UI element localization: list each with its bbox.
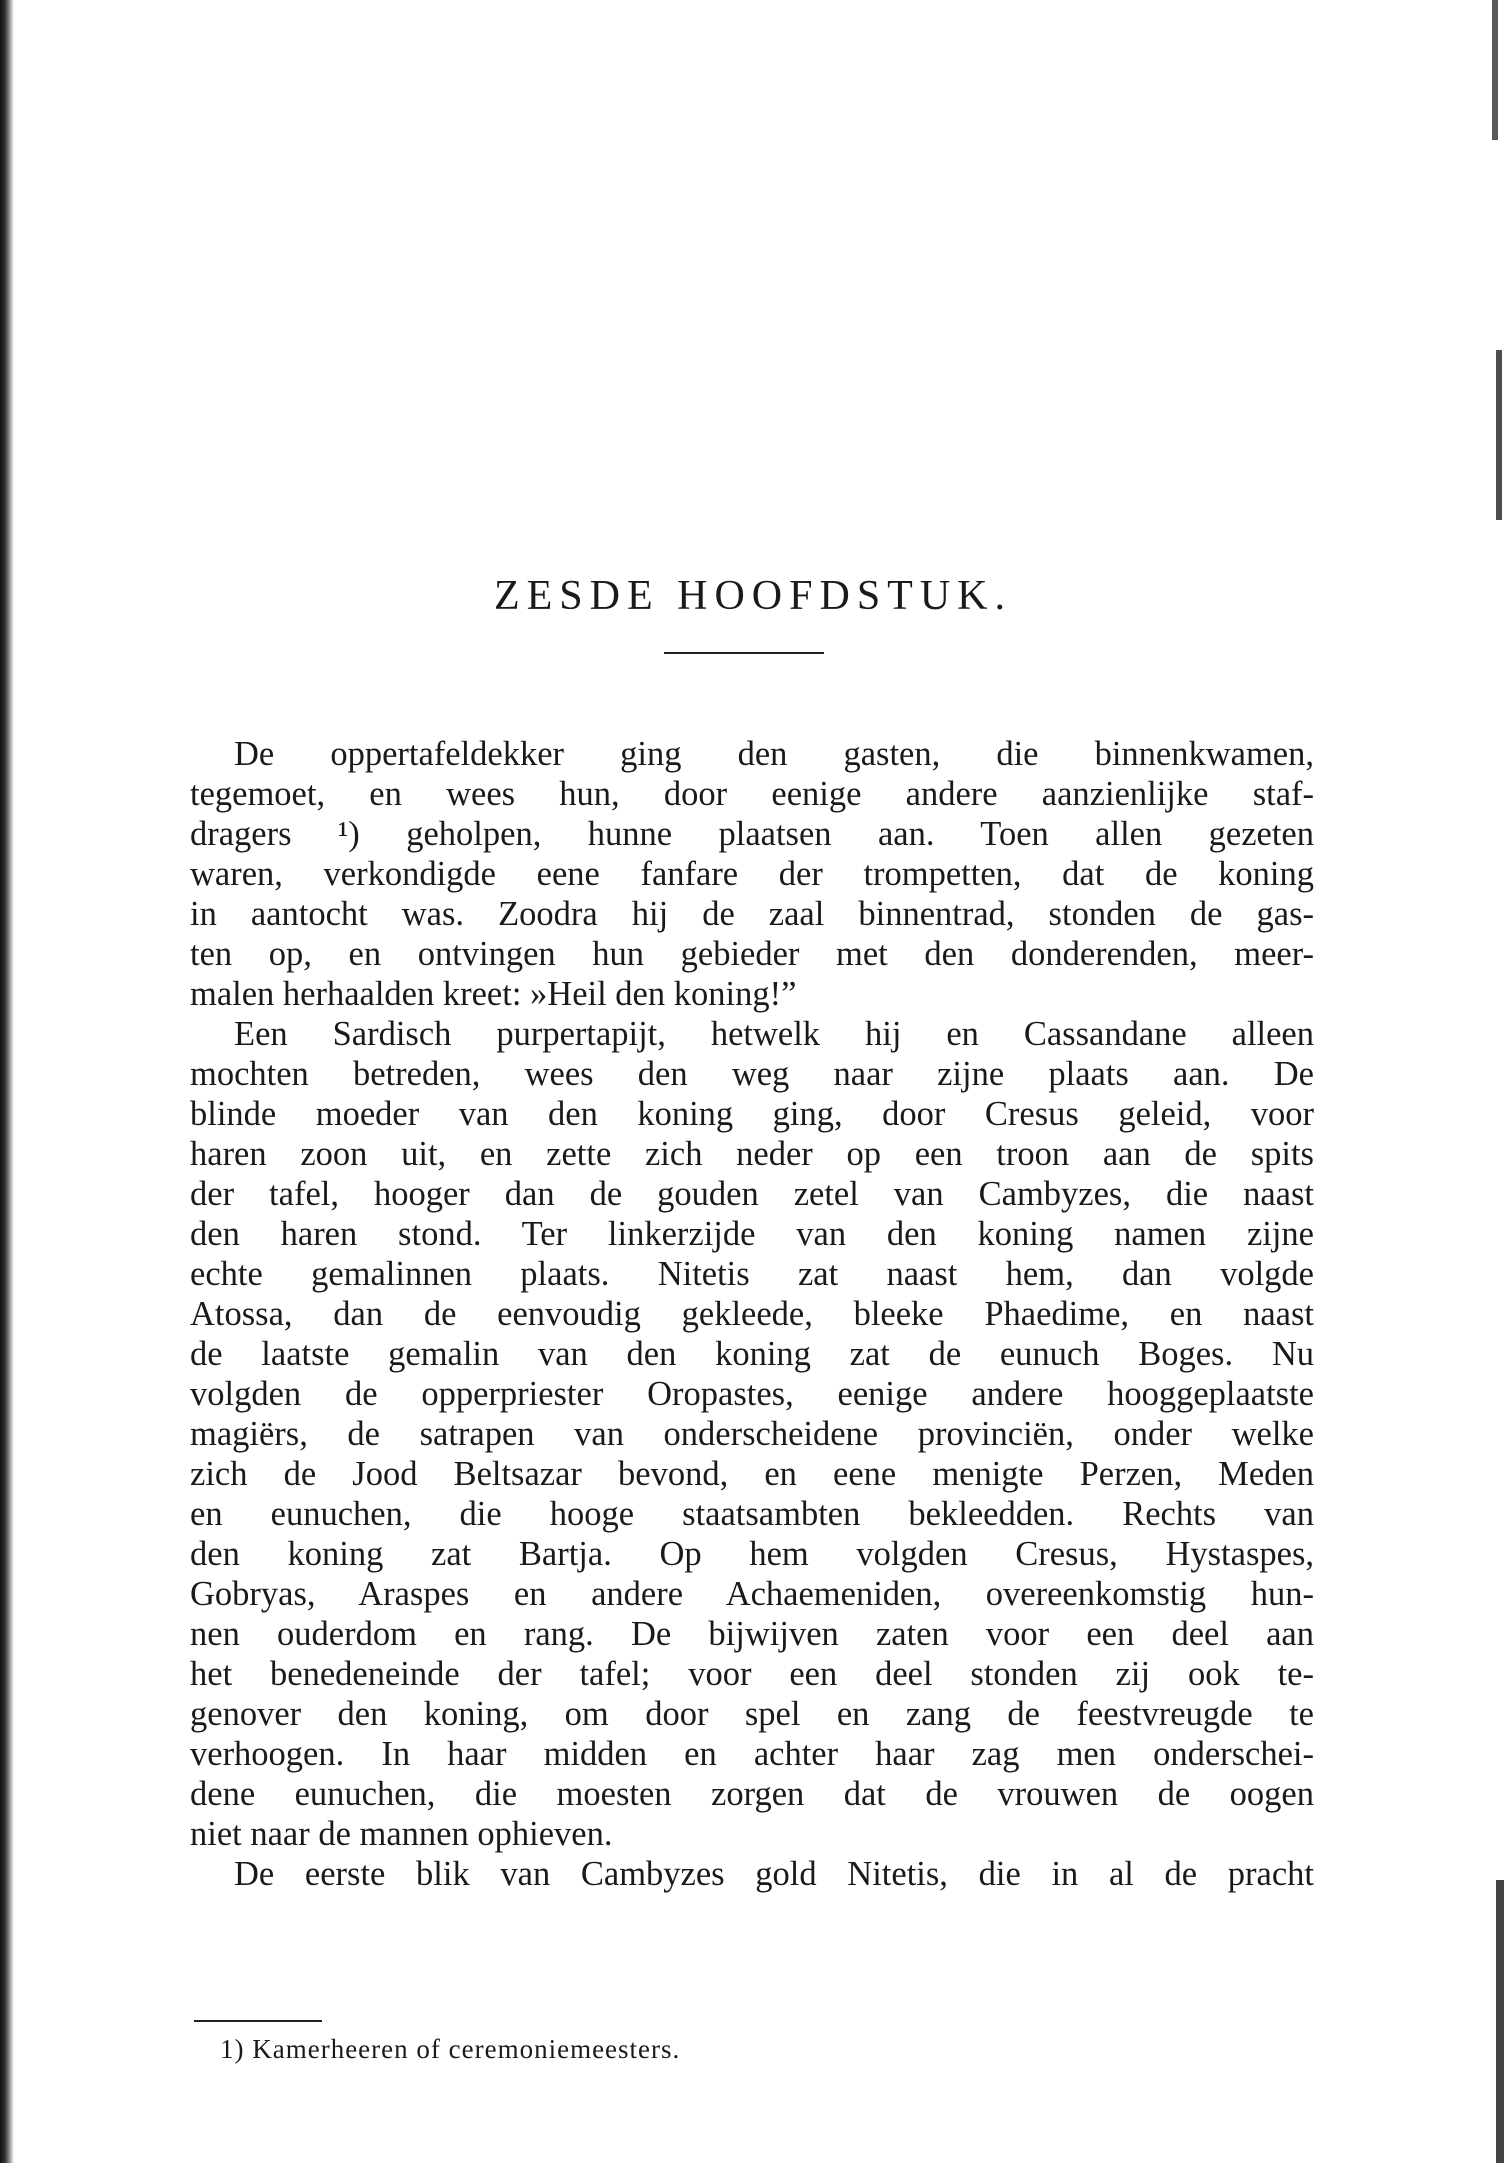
text-line: de laatste gemalin van den koning zat de eunuch Boges. Nu bbox=[190, 1335, 1314, 1373]
text-line: Een Sardisch purpertapijt, hetwelk hij en Cassandane alleen bbox=[234, 1015, 1314, 1053]
footnote-divider bbox=[194, 2020, 322, 2022]
text-line: nen ouderdom en rang. De bijwijven zaten voor een deel aan bbox=[190, 1615, 1314, 1653]
scan-edge-right bbox=[1496, 1880, 1504, 2163]
text-line: Atossa, dan de eenvoudig gekleede, bleeke Phaedime, en naast bbox=[190, 1295, 1314, 1333]
text-line: en eunuchen, die hooge staatsambten bekleedden. Rechts van bbox=[190, 1495, 1314, 1533]
title-divider bbox=[664, 652, 824, 654]
scan-edge-right bbox=[1492, 0, 1498, 140]
text-line: waren, verkondigde eene fanfare der trompetten, dat de koning bbox=[190, 855, 1314, 893]
text-line: in aantocht was. Zoodra hij de zaal binnentrad, stonden de gas- bbox=[190, 895, 1314, 933]
text-line: der tafel, hooger dan de gouden zetel van Cambyzes, die naast bbox=[190, 1175, 1314, 1213]
text-line: verhoogen. In haar midden en achter haar zag men onderschei- bbox=[190, 1735, 1314, 1773]
scan-edge-left bbox=[0, 0, 14, 2163]
text-line: echte gemalinnen plaats. Nitetis zat naast hem, dan volgde bbox=[190, 1255, 1314, 1293]
chapter-title: ZESDE HOOFDSTUK. bbox=[493, 573, 1012, 619]
text-line: tegemoet, en wees hun, door eenige andere aanzienlijke staf- bbox=[190, 775, 1314, 813]
text-line: mochten betreden, wees den weg naar zijne plaats aan. De bbox=[190, 1055, 1314, 1093]
scan-edge-right bbox=[1496, 350, 1502, 520]
text-line: magiërs, de satrapen van onderscheidene provinciën, onder welke bbox=[190, 1415, 1314, 1453]
text-line: ten op, en ontvingen hun gebieder met den donderenden, meer- bbox=[190, 935, 1314, 973]
text-line: blinde moeder van den koning ging, door Cresus geleid, voor bbox=[190, 1095, 1314, 1133]
text-line: den koning zat Bartja. Op hem volgden Cresus, Hystaspes, bbox=[190, 1535, 1314, 1573]
text-line: malen herhaalden kreet: »Heil den koning!” bbox=[190, 975, 797, 1013]
text-line: De oppertafeldekker ging den gasten, die binnenkwamen, bbox=[234, 735, 1314, 773]
footnote: 1) Kamerheeren of ceremoniemeesters. bbox=[220, 2034, 681, 2064]
text-line: dene eunuchen, die moesten zorgen dat de vrouwen de oogen bbox=[190, 1775, 1314, 1813]
text-line: Gobryas, Araspes en andere Achaemeniden, overeenkomstig hun- bbox=[190, 1575, 1314, 1613]
text-line: genover den koning, om door spel en zang de feestvreugde te bbox=[190, 1695, 1314, 1733]
text-line: volgden de opperpriester Oropastes, eenige andere hooggeplaatste bbox=[190, 1375, 1314, 1413]
text-line: niet naar de mannen ophieven. bbox=[190, 1815, 613, 1853]
text-line: den haren stond. Ter linkerzijde van den koning namen zijne bbox=[190, 1215, 1314, 1253]
text-line: het benedeneinde der tafel; voor een deel stonden zij ook te- bbox=[190, 1655, 1314, 1693]
text-line: De eerste blik van Cambyzes gold Nitetis, die in al de pracht bbox=[234, 1855, 1314, 1893]
body-text bbox=[190, 734, 1314, 1894]
text-line: haren zoon uit, en zette zich neder op een troon aan de spits bbox=[190, 1135, 1314, 1173]
text-line: dragers ¹) geholpen, hunne plaatsen aan. Toen allen gezeten bbox=[190, 815, 1314, 853]
text-line: zich de Jood Beltsazar bevond, en eene menigte Perzen, Meden bbox=[190, 1455, 1314, 1493]
